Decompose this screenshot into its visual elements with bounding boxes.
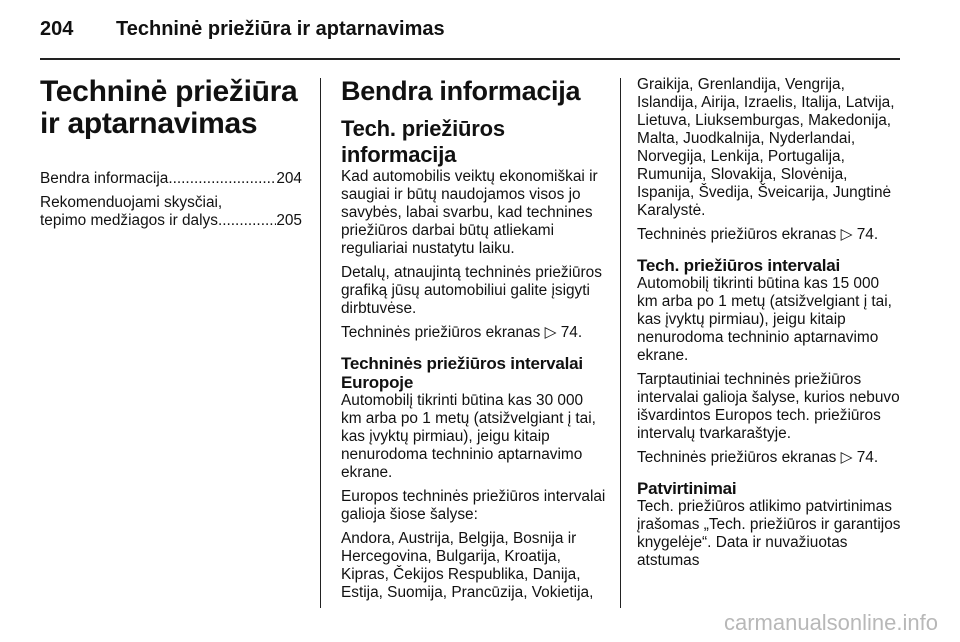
page-reference-icon: ▷ bbox=[840, 226, 853, 243]
page-reference-icon: ▷ bbox=[840, 449, 853, 466]
cross-reference[interactable]: Techninės priežiūros ekranas ▷ 74. bbox=[637, 449, 879, 466]
paragraph: Automobilį tikrinti būtina kas 15 000 km arba po 1 metų (atsižvelgiant į tai, kas įvyktų pirmiau), jeigu kitaip nenurodoma techninio aptarnavimo ekrane. bbox=[637, 275, 892, 364]
page-number: 204 bbox=[40, 18, 74, 40]
paragraph: Automobilį tikrinti būtina kas 30 000 km arba po 1 metų (atsižvelgiant į tai, kas įvyktų pirmiau), jeigu kitaip nenurodoma techninio aptarnavimo ekrane. bbox=[341, 392, 596, 481]
toc-leader-dots bbox=[168, 170, 276, 188]
toc-entry-label-line1: Rekomenduojami skysčiai, bbox=[40, 194, 223, 211]
cross-reference[interactable]: Techninės priežiūros ekranas ▷ 74. bbox=[637, 226, 879, 243]
toc-leader-dots bbox=[218, 212, 276, 230]
chapter-title: Techninė priežiūra ir aptarnavimas bbox=[40, 75, 298, 140]
column-right bbox=[637, 76, 903, 576]
cross-reference[interactable]: Techninės priežiūros ekranas ▷ 74. bbox=[341, 324, 583, 341]
paragraph: Graikija, Grenlandija, Vengrija, Islandija, Airija, Izraelis, Italija, Latvija, Lietuva, Liuksemburgas, Makedonija, Malta, Juodkalnija, Nyderlandai, Norvegija, Lenkija, Portugalija, Rumunija, Slovakija, Slovėnija, Ispanija, Švedija, Šveicarija, Jungtinė Karalystė. bbox=[637, 76, 895, 219]
subsection-heading: Patvirtinimai bbox=[637, 479, 737, 498]
toc-entry-page: 205 bbox=[276, 212, 302, 229]
toc-entry-page: 204 bbox=[276, 170, 302, 187]
watermark: carmanualsonline.info bbox=[723, 610, 938, 635]
subsection-title: Tech. priežiūros informacija bbox=[341, 116, 505, 167]
column-middle bbox=[341, 76, 607, 608]
column-divider-2 bbox=[620, 78, 621, 608]
paragraph: Kad automobilis veiktų ekonomiškai ir saugiai ir būtų naudojamos visos jo savybės, labai svarbu, kad technines priežiūros darbai būtų atliekami reguliariai nustatytu laiku. bbox=[341, 168, 598, 257]
paragraph: Andora, Austrija, Belgija, Bosnija ir Hercegovina, Bulgarija, Kroatija, Kipras, Čekijos Respublika, Danija, Estija, Suomija, Prancūzija, Vokietija, bbox=[341, 530, 594, 601]
paragraph: Europos techninės priežiūros intervalai galioja šiose šalyse: bbox=[341, 488, 606, 523]
toc-entry-1[interactable] bbox=[40, 170, 302, 188]
column-left bbox=[40, 76, 302, 230]
subsection-heading: Tech. priežiūros intervalai bbox=[637, 256, 841, 275]
running-header bbox=[40, 18, 445, 41]
page-reference-icon: ▷ bbox=[544, 324, 557, 341]
running-title: Techninė priežiūra ir aptarnavimas bbox=[116, 18, 445, 40]
paragraph: Tarptautiniai techninės priežiūros intervalai galioja šalyse, kurios nebuvo išvardintos Europos tech. priežiūros intervalų tvarkaraštyje. bbox=[637, 371, 900, 442]
subsection-heading: Techninės priežiūros intervalai Europoje bbox=[341, 354, 583, 392]
toc-entry-2[interactable] bbox=[40, 194, 302, 230]
paragraph: Detalų, atnaujintą techninės priežiūros grafiką jūsų automobiliui galite įsigyti dirbtuvėse. bbox=[341, 264, 602, 317]
toc-entry-label: Bendra informacija bbox=[40, 170, 169, 187]
section-title: Bendra informacija bbox=[341, 76, 581, 106]
column-divider-1 bbox=[320, 78, 321, 608]
paragraph: Tech. priežiūros atlikimo patvirtinimas įrašomas „Tech. priežiūros ir garantijos knygelėje“. Data ir nuvažiuotas atstumas bbox=[637, 498, 901, 569]
header-rule bbox=[40, 58, 900, 60]
toc-entry-label-line2: tepimo medžiagos ir dalys bbox=[40, 212, 218, 229]
